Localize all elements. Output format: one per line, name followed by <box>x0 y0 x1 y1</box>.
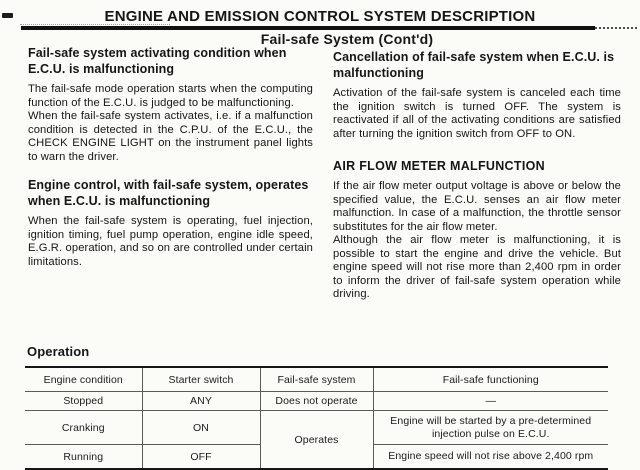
title-underline <box>21 26 595 30</box>
section-heading: Cancellation of fail-safe system when E.C.U. is malfunctioning <box>333 50 615 80</box>
table-row-cranking <box>25 411 608 445</box>
title-underline-tail <box>595 27 638 29</box>
left-column <box>28 46 313 269</box>
cell-engine-condition: Running <box>25 445 142 470</box>
section-air-flow-meter-malfunction <box>333 159 621 302</box>
section-cancellation <box>333 50 621 141</box>
page-subtitle: Fail-safe System (Cont'd) <box>260 31 434 47</box>
paragraph: If the air flow meter output voltage is above or below the specified value, the E.C.U. senses an air flow meter malfunction. In case of a malfunction, the throttle sensor substitutes for the air flow meter. <box>333 180 621 233</box>
section-heading: Engine control, with fail-safe system, operates when E.C.U. is malfunctioning <box>28 178 309 208</box>
cell-engine-condition: Cranking <box>25 411 142 445</box>
column-header-fail-safe-system: Fail-safe system <box>260 367 373 392</box>
paragraph: Although the air flow meter is malfunctioning, it is possible to start the engine and drive the vehicle. But engine speed will not rise more than 2,400 rpm in order to inform the driver of fail-safe system operation while driving. <box>333 234 621 300</box>
table-row-stopped <box>25 392 608 411</box>
operation-table <box>25 366 608 470</box>
column-header-engine-condition: Engine condition <box>25 367 142 392</box>
paragraph: When the fail-safe system activates, i.e. if a malfunction condition is detected in the C.P.U. of the E.C.U., the CHECK ENGINE LIGHT on the instrument panel lights to warn the driver. <box>28 110 313 163</box>
cell-fail-safe-functioning: Engine will be started by a pre-determined injection pulse on E.C.U. <box>373 411 608 445</box>
page-title: ENGINE AND EMISSION CONTROL SYSTEM DESCRIPTION <box>104 8 536 25</box>
cell-fail-safe-functioning: Engine speed will not rise above 2,400 rpm <box>373 445 608 470</box>
table-header-row <box>25 367 608 392</box>
cell-starter-switch: ANY <box>142 392 260 411</box>
paragraph: Activation of the fail-safe system is canceled each time the ignition switch is turned OFF. The system is reactivated if all of the activating conditions are satisfied after turning the ignition switch from OFF to ON. <box>333 87 621 140</box>
column-header-fail-safe-functioning: Fail-safe functioning <box>373 367 608 392</box>
cell-engine-condition: Stopped <box>25 392 142 411</box>
section-heading: AIR FLOW METER MALFUNCTION <box>333 159 545 173</box>
cell-fail-safe-functioning: — <box>373 392 608 411</box>
title-underline-faint <box>20 24 170 25</box>
cell-starter-switch: ON <box>142 411 260 445</box>
cell-fail-safe-system: Does not operate <box>260 392 373 411</box>
paragraph: The fail-safe mode operation starts when the computing function of the E.C.U. is judged to be malfunctioning. <box>28 83 313 109</box>
section-engine-control <box>28 178 313 269</box>
cell-starter-switch: OFF <box>142 445 260 470</box>
section-heading: Fail-safe system activating condition when E.C.U. is malfunctioning <box>28 46 287 76</box>
column-header-starter-switch: Starter switch <box>142 367 260 392</box>
section-fail-safe-activating <box>28 46 313 164</box>
right-column <box>333 50 621 302</box>
paragraph: When the fail-safe system is operating, fuel injection, ignition timing, fuel pump operation, engine idle speed, E.G.R. operation, and so on are controlled under certain limitations. <box>28 215 313 268</box>
operation-table-label: Operation <box>27 344 90 359</box>
cell-fail-safe-system-merged: Operates <box>260 411 373 470</box>
